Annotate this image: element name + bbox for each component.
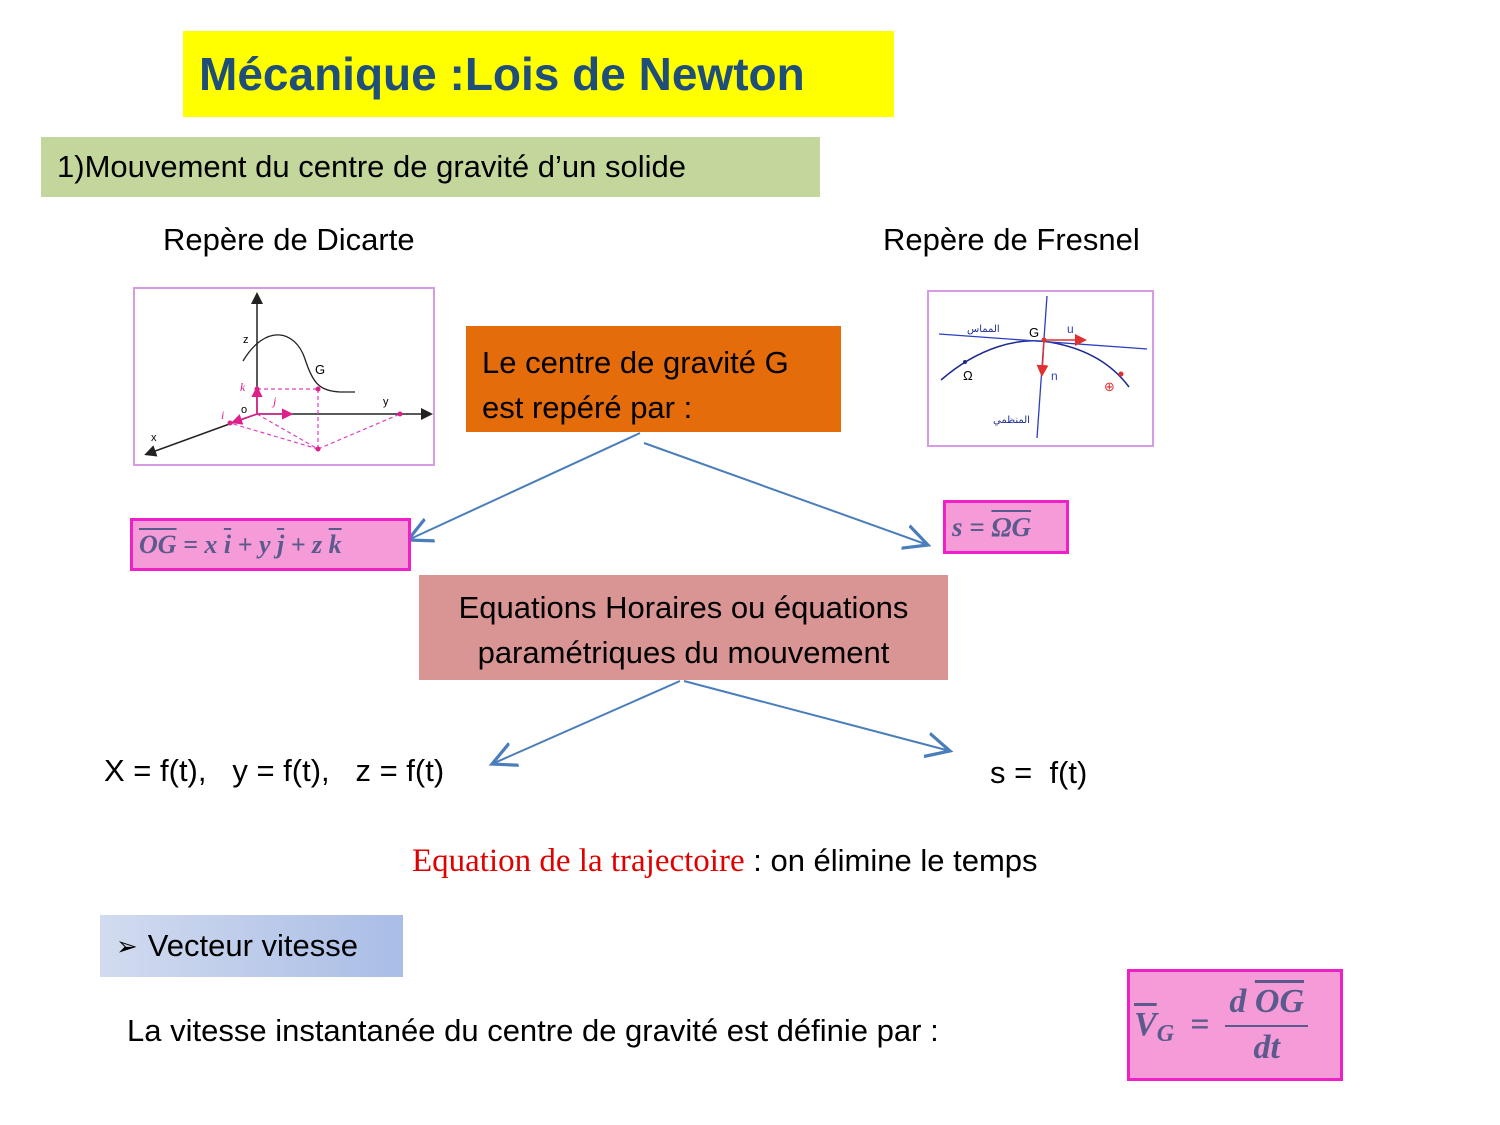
centre-box-line1: Le centre de gravité G xyxy=(482,345,789,380)
tangent-arabic-label: المماس xyxy=(967,324,1000,335)
i-unit: $\overline{i}$ xyxy=(223,529,232,559)
n-vector-label: n xyxy=(1051,369,1058,383)
fresnel-equation: s = f(t) xyxy=(990,755,1088,790)
fresnel-frame-label: Repère de Fresnel xyxy=(883,222,1140,257)
z-axis-label: z xyxy=(243,334,249,346)
x-axis-label: x xyxy=(151,432,157,444)
og-formula-eq: = x xyxy=(176,529,224,559)
k-vector-label: k xyxy=(240,380,246,394)
cartesian-frame-label: Repère de Dicarte xyxy=(163,222,415,257)
s-formula xyxy=(943,500,1069,554)
arrow-bullet-icon: ➢ xyxy=(116,930,138,961)
i-vector-label: i xyxy=(221,408,225,422)
origin-label: o xyxy=(241,404,248,416)
og-vector: $\overline{OG}$ xyxy=(139,529,177,559)
v-formula-eq: = xyxy=(1190,1006,1210,1043)
og-formula xyxy=(130,518,411,571)
equations-box-line1: Equations Horaires ou équations xyxy=(458,590,909,625)
og-formula-plus-y: + y xyxy=(231,529,277,559)
v-fraction xyxy=(1225,983,1308,1067)
u-vector-label: u xyxy=(1067,322,1074,336)
arc-omega-g: $\overline{\Omega G}$ xyxy=(991,511,1032,542)
equations-box-line2: paramétriques du mouvement xyxy=(477,635,890,670)
v-numerator xyxy=(1225,983,1308,1027)
positive-direction-icon: ⊕ xyxy=(1104,380,1115,395)
velocity-formula xyxy=(1127,969,1343,1081)
equations-box xyxy=(419,575,948,680)
g-point-label: G xyxy=(315,362,326,377)
arrow-to-s xyxy=(644,443,928,545)
omega-label: Ω xyxy=(963,368,973,383)
j-vector-label: j xyxy=(273,394,277,408)
centre-box-line2: est repéré par : xyxy=(482,390,693,425)
y-axis-label: y xyxy=(383,396,389,408)
og-formula-plus-z: + z xyxy=(284,529,329,559)
trajectory-note: : on élimine le temps xyxy=(744,843,1038,878)
velocity-heading xyxy=(100,915,403,977)
page-title: Mécanique :Lois de Newton xyxy=(199,48,805,100)
velocity-heading-label: Vecteur vitesse xyxy=(147,928,359,963)
v-denominator: dt xyxy=(1253,1029,1280,1066)
arrow-to-s-eq xyxy=(684,681,950,751)
fresnel-g-label: G xyxy=(1029,325,1040,340)
trajectory-line xyxy=(412,843,1038,880)
cartesian-equations: X = f(t), y = f(t), z = f(t) xyxy=(104,753,445,788)
velocity-definition-text: La vitesse instantanée du centre de gravité est définie par : xyxy=(127,1013,939,1048)
v-vector: $\overline{V}$ xyxy=(1134,1006,1157,1043)
v-subscript: G xyxy=(1156,1020,1175,1047)
arrow-to-og xyxy=(408,433,640,540)
v-num-og: $\overline{OG}$ xyxy=(1254,983,1305,1020)
j-unit: $\overline{j}$ xyxy=(276,529,285,559)
s-formula-lhs: s = xyxy=(952,511,992,542)
trajectory-title: Equation de la trajectoire xyxy=(412,843,745,879)
arrow-to-xyz xyxy=(492,681,680,764)
normal-arabic-label: المنظمي xyxy=(993,415,1030,426)
v-num-d: d xyxy=(1229,983,1247,1020)
section-title: 1)Mouvement du centre de gravité d’un solide xyxy=(57,149,686,184)
k-unit: $\overline{k}$ xyxy=(328,529,342,559)
